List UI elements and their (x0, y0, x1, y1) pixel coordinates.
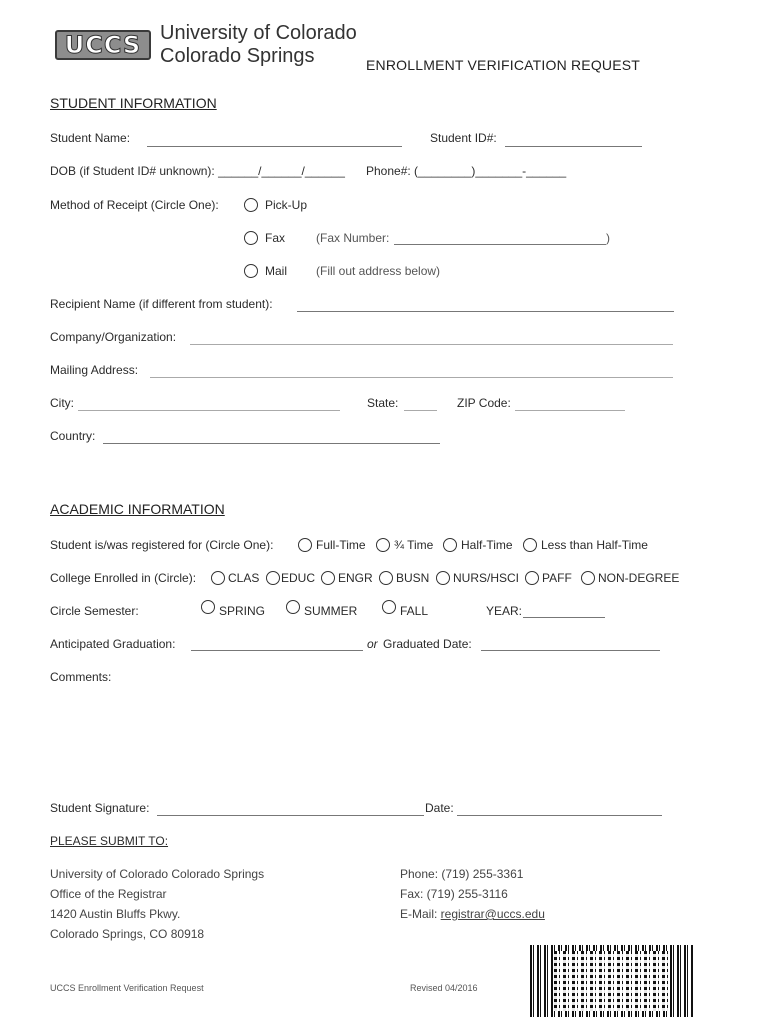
fax-number-field[interactable] (394, 244, 606, 245)
submit-contact (400, 864, 545, 924)
state-label: State: (367, 396, 399, 410)
method-of-receipt-label: Method of Receipt (Circle One): (50, 198, 219, 212)
three-quarter-time-radio-circle[interactable] (376, 538, 390, 552)
form-title: ENROLLMENT VERIFICATION REQUEST (366, 57, 641, 73)
engr-radio-circle[interactable] (321, 571, 335, 585)
graduated-date-label: Graduated Date: (383, 637, 472, 651)
mail-option: Mail (265, 264, 288, 278)
city-field[interactable] (78, 410, 340, 411)
college-enrolled-label: College Enrolled in (Circle): (50, 571, 197, 585)
halftime-radio-circle[interactable] (443, 538, 457, 552)
pickup-option: Pick-Up (265, 198, 308, 212)
busn-radio-circle[interactable] (379, 571, 393, 585)
student-id-label: Student ID#: (430, 131, 497, 145)
registrar-phone: Phone: (719) 255-3361 (400, 867, 524, 881)
comments-label: Comments: (50, 670, 112, 684)
fax-number-close: ) (606, 231, 610, 245)
summer-radio-circle[interactable] (286, 600, 300, 614)
signature-date-label: Date: (425, 801, 454, 815)
spring-radio-circle[interactable] (201, 600, 215, 614)
address-line-4: Colorado Springs, CO 80918 (50, 927, 205, 941)
mailing-address-label: Mailing Address: (50, 363, 139, 377)
college-option-nurs-hsci: NURS/HSCI (453, 571, 520, 585)
mailing-address-field[interactable] (150, 377, 673, 378)
college-option-engr: ENGR (338, 571, 373, 585)
zip-code-label: ZIP Code: (457, 396, 511, 410)
student-info-heading: STUDENT INFORMATION (50, 95, 217, 111)
or-label: or (367, 637, 378, 651)
reg-option-less-than-halftime: Less than Half-Time (541, 538, 648, 552)
registrar-email-link[interactable]: registrar@uccs.edu (440, 907, 545, 921)
reg-option-three-quarter: ¾ Time (394, 538, 434, 552)
country-label: Country: (50, 429, 96, 443)
pickup-radio-circle[interactable] (244, 198, 258, 212)
student-signature-label: Student Signature: (50, 801, 150, 815)
fulltime-radio-circle[interactable] (298, 538, 312, 552)
address-line-3: 1420 Austin Bluffs Pkwy. (50, 907, 181, 921)
country-field[interactable] (103, 443, 440, 444)
clas-radio-circle[interactable] (211, 571, 225, 585)
student-name-field[interactable] (147, 146, 402, 147)
university-name-line1: University of Colorado (160, 22, 357, 44)
student-name-label: Student Name: (50, 131, 131, 145)
fall-radio-circle[interactable] (382, 600, 396, 614)
fax-option: Fax (265, 231, 286, 245)
recipient-name-label: Recipient Name (if different from student): (50, 297, 273, 311)
semester-option-fall: FALL (400, 604, 429, 618)
mail-radio-circle[interactable] (244, 264, 258, 278)
dob-label[interactable]: DOB (if Student ID# unknown): ______/______/______ (50, 164, 345, 178)
barcode (530, 945, 694, 1017)
less-than-halftime-radio-circle[interactable] (523, 538, 537, 552)
student-signature-field[interactable] (157, 815, 424, 816)
recipient-name-field[interactable] (297, 311, 674, 312)
semester-option-summer: SUMMER (304, 604, 358, 618)
registered-for-label: Student is/was registered for (Circle One): (50, 538, 274, 552)
anticipated-graduation-label: Anticipated Graduation: (50, 637, 176, 651)
company-field[interactable] (190, 344, 673, 345)
educ-radio-circle[interactable] (266, 571, 280, 585)
phone-label[interactable]: Phone#: (________)_______-______ (366, 164, 567, 178)
uccs-logo (55, 30, 151, 60)
mail-note: (Fill out address below) (316, 264, 441, 278)
fax-radio-circle[interactable] (244, 231, 258, 245)
logo-text: UCCS (64, 31, 142, 59)
university-name-line2: Colorado Springs (160, 45, 315, 67)
student-id-field[interactable] (505, 146, 642, 147)
state-field[interactable] (404, 410, 437, 411)
reg-option-halftime: Half-Time (461, 538, 513, 552)
non-degree-radio-circle[interactable] (581, 571, 595, 585)
nurs-hsci-radio-circle[interactable] (436, 571, 450, 585)
signature-date-field[interactable] (457, 815, 662, 816)
footer-revised: Revised 04/2016 (410, 983, 478, 993)
anticipated-graduation-field[interactable] (191, 650, 363, 651)
city-label: City: (50, 396, 74, 410)
college-option-clas: CLAS (228, 571, 260, 585)
address-line-1: University of Colorado Colorado Springs (50, 867, 265, 881)
footer-form-name: UCCS Enrollment Verification Request (50, 983, 204, 993)
registrar-fax: Fax: (719) 255-3116 (400, 887, 508, 901)
fax-number-label: (Fax Number: (316, 231, 390, 245)
college-option-non-degree: NON-DEGREE (598, 571, 680, 585)
submit-heading: PLEASE SUBMIT TO: (50, 834, 169, 848)
college-option-educ: EDUC (281, 571, 316, 585)
registrar-email-line (400, 904, 545, 924)
year-field[interactable] (523, 617, 605, 618)
graduated-date-field[interactable] (481, 650, 660, 651)
comments-area[interactable] (50, 688, 670, 788)
email-prefix: E-Mail: (400, 907, 441, 921)
barcode-2d-pattern (554, 951, 670, 1011)
college-option-busn: BUSN (396, 571, 430, 585)
zip-code-field[interactable] (515, 410, 625, 411)
company-label: Company/Organization: (50, 330, 177, 344)
submit-address (50, 864, 264, 944)
paff-radio-circle[interactable] (525, 571, 539, 585)
academic-info-heading: ACADEMIC INFORMATION (50, 501, 225, 517)
college-option-paff: PAFF (542, 571, 572, 585)
reg-option-fulltime: Full-Time (316, 538, 366, 552)
address-line-2: Office of the Registrar (50, 887, 167, 901)
semester-option-spring: SPRING (219, 604, 266, 618)
year-label: YEAR: (486, 604, 523, 618)
semester-label: Circle Semester: (50, 604, 139, 618)
